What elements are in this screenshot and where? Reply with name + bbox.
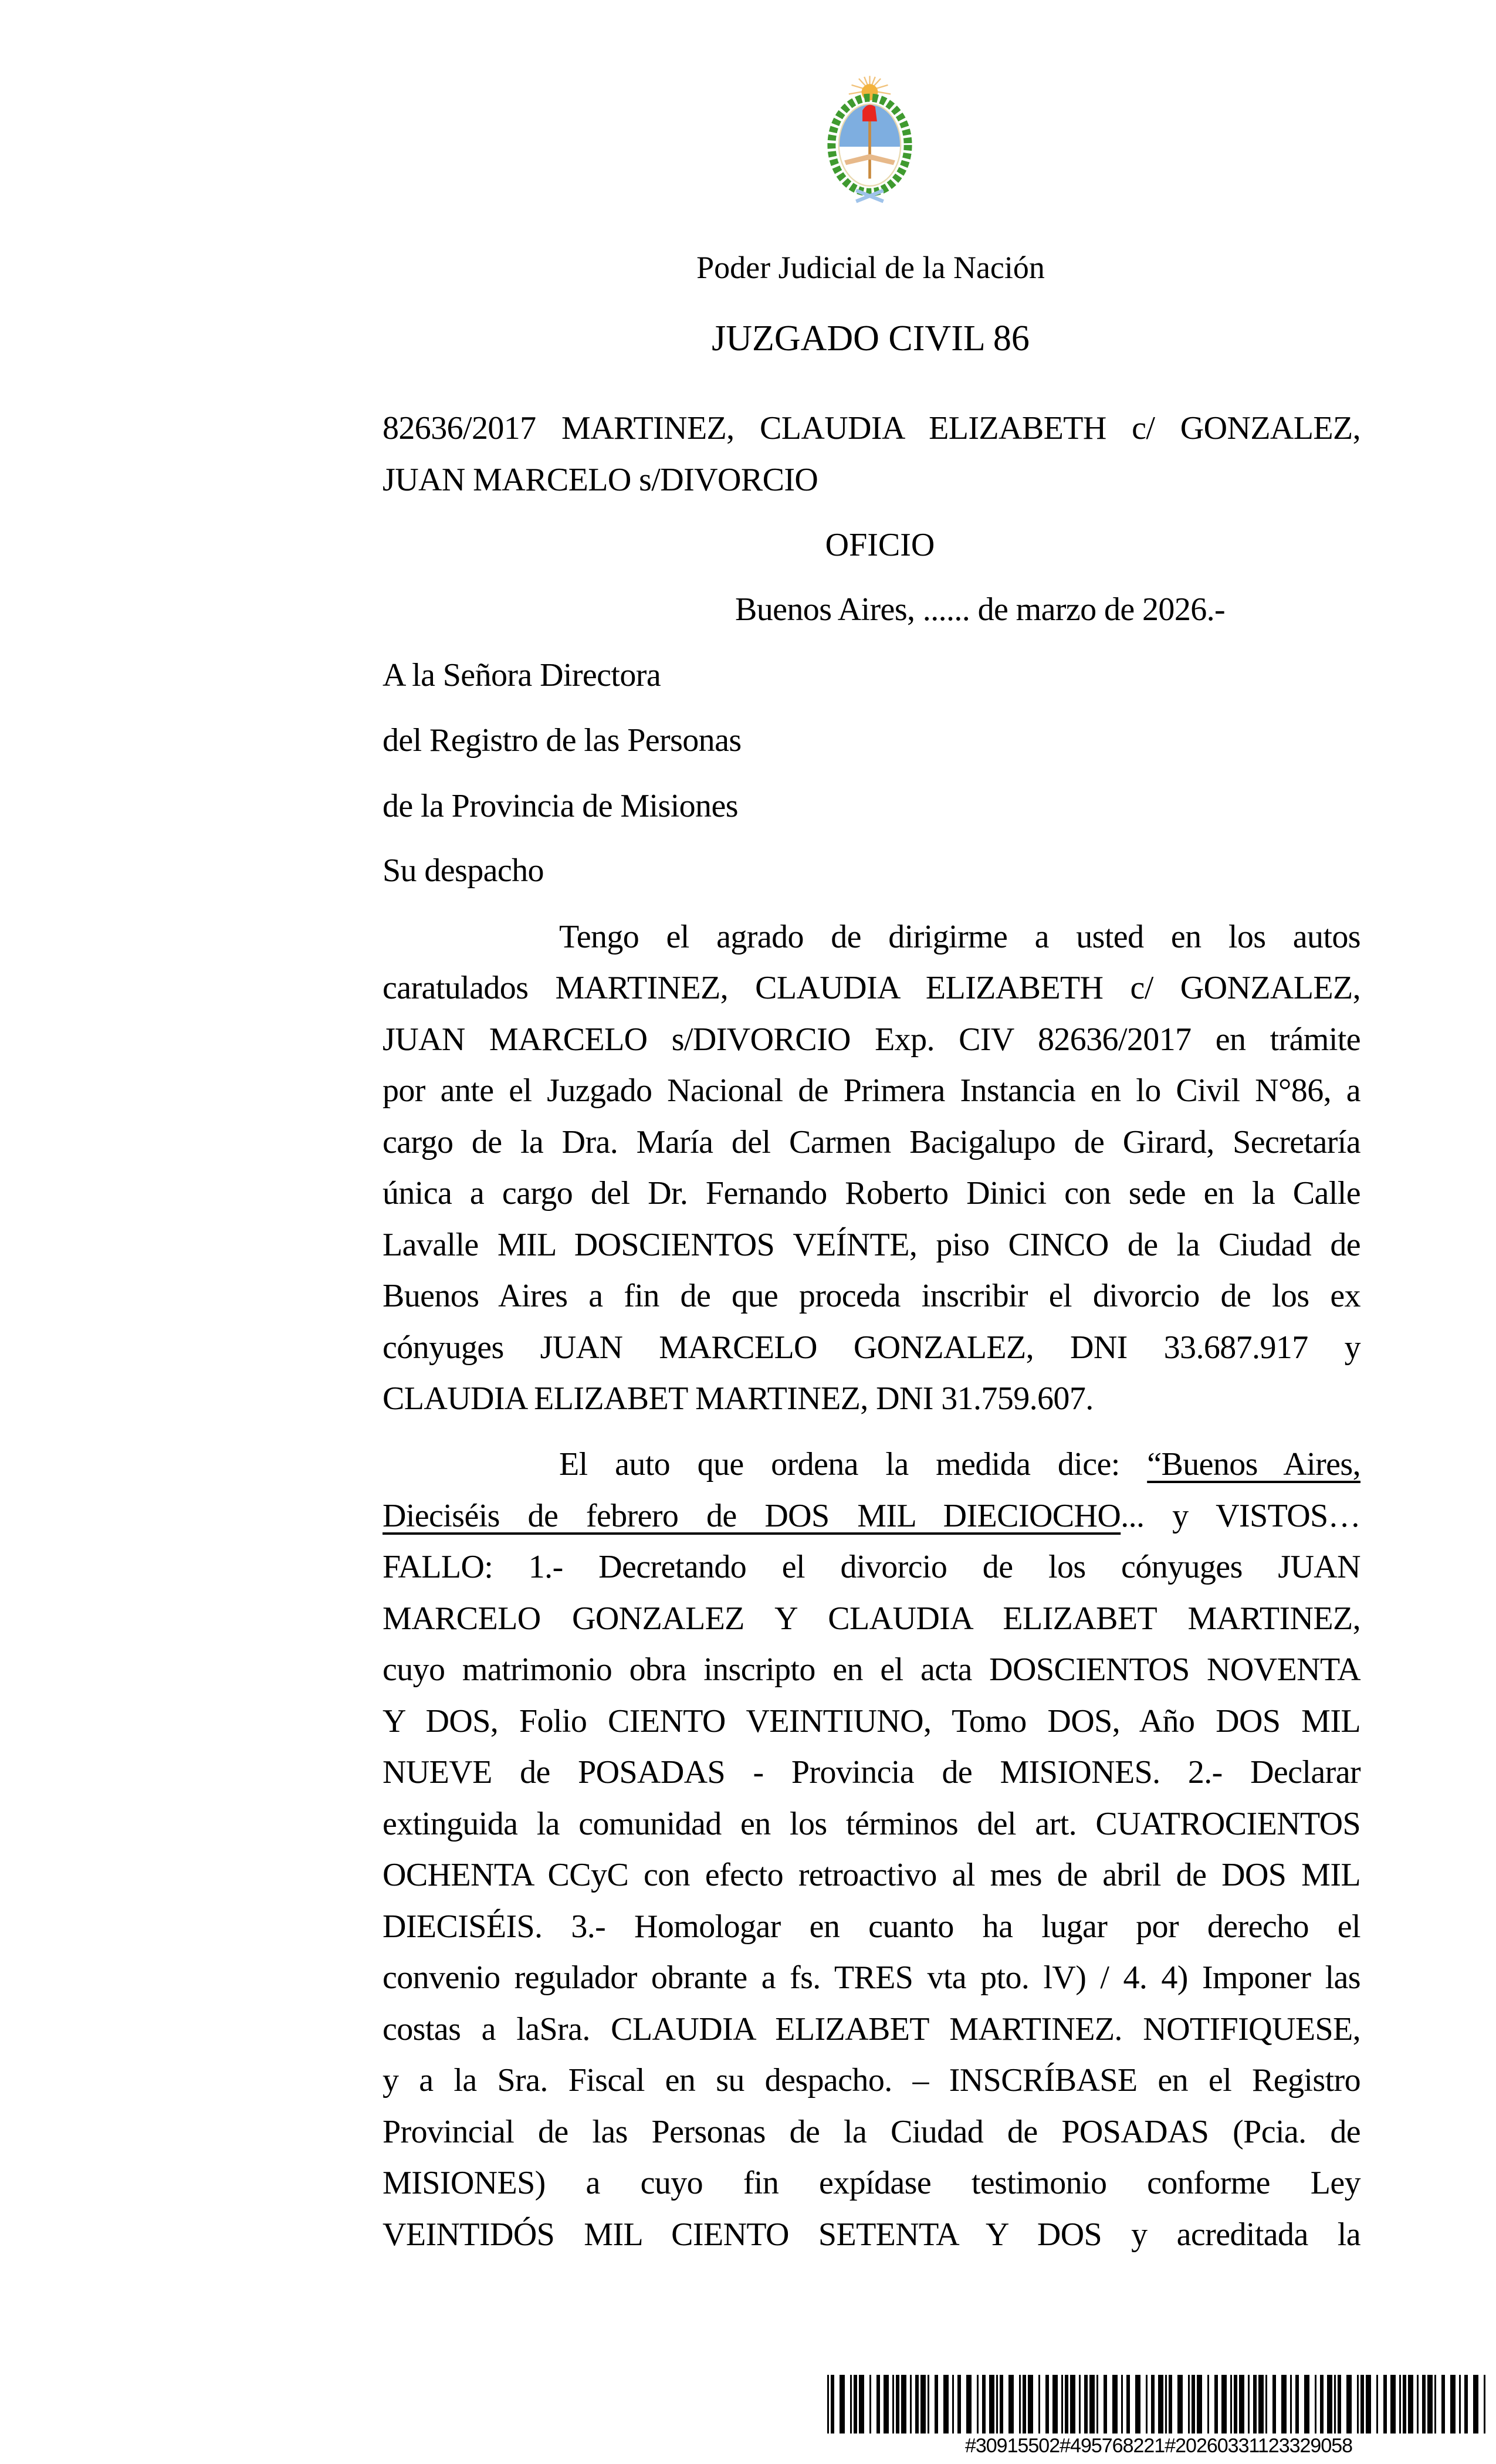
barcode-bar [850, 2375, 852, 2433]
body-line: extinguida la comunidad en los términos del art. CUATROCIENTOS [383, 1806, 1360, 1842]
barcode-bar [1197, 2375, 1202, 2433]
barcode-bar [1079, 2375, 1081, 2433]
institution-name: Poder Judicial de la Nación [696, 250, 1045, 285]
barcode-bar [1459, 2375, 1461, 2433]
barcode-bar [982, 2375, 986, 2433]
barcode-bar [884, 2375, 889, 2433]
body-line: por ante el Juzgado Nacional de Primera Instancia en lo Civil N°86, a [383, 1072, 1360, 1109]
barcode-bar [1169, 2375, 1172, 2433]
body-line: MISIONES) a cuyo fin expídase testimonio conforme Ley [383, 2165, 1360, 2201]
addressee-line: del Registro de las Personas [383, 722, 742, 759]
barcode-bar [892, 2375, 894, 2433]
barcode-bar [840, 2375, 845, 2433]
barcode-bar [1383, 2375, 1387, 2433]
barcode-bar [996, 2375, 998, 2433]
body-line: caratulados MARTINEZ, CLAUDIA ELIZABETH c/ GONZALEZ, [383, 970, 1360, 1006]
body-line [559, 1439, 1360, 1490]
barcode-bar [1320, 2375, 1324, 2433]
barcode-bar [1104, 2375, 1107, 2433]
barcode-bar [1165, 2375, 1167, 2433]
barcode [827, 2375, 1490, 2433]
barcode-bar [1327, 2375, 1332, 2433]
barcode-bar [1427, 2375, 1433, 2433]
barcode-bar [1000, 2375, 1003, 2433]
barcode-bar [920, 2375, 926, 2433]
body-line: NUEVE de POSADAS - Provincia de MISIONES. 2.- Declarar [383, 1754, 1360, 1791]
body-line: Provincial de las Personas de la Ciudad de POSADAS (Pcia. de [383, 2114, 1360, 2150]
barcode-text: #30915502#495768221#20260331123329058 [964, 2435, 1353, 2457]
barcode-bar [1408, 2375, 1413, 2433]
body-line: Tengo el agrado de dirigirme a usted en los autos [559, 919, 1360, 955]
barcode-bar [957, 2375, 961, 2433]
body-line: JUAN MARCELO s/DIVORCIO Exp. CIV 82636/2017 en trámite [383, 1021, 1360, 1058]
barcode-bar [910, 2375, 912, 2433]
barcode-bar [1192, 2375, 1195, 2433]
barcode-bar [1484, 2375, 1485, 2433]
body-line: FALLO: 1.- Decretando el divorcio de los cónyuges JUAN [383, 1549, 1360, 1585]
barcode-bar [1239, 2375, 1244, 2433]
barcode-bar [1304, 2375, 1309, 2433]
barcode-bar [1096, 2375, 1098, 2433]
barcode-bar [854, 2375, 857, 2433]
barcode-bar [1357, 2375, 1359, 2433]
argentina-coat-of-arms-icon [824, 73, 915, 211]
body-line: cónyuges JUAN MARCELO GONZALEZ, DNI 33.687.917 y [383, 1329, 1360, 1366]
barcode-bar [1084, 2375, 1088, 2433]
barcode-bar [896, 2375, 899, 2433]
barcode-bar [1272, 2375, 1276, 2433]
barcode-bar [952, 2375, 954, 2433]
barcode-bar [876, 2375, 880, 2433]
barcode-bar [1121, 2375, 1123, 2433]
barcode-bar [1023, 2375, 1026, 2433]
barcode-bar [1177, 2375, 1183, 2433]
addressee-line: Su despacho [383, 852, 544, 889]
body-line: costas a laSra. CLAUDIA ELIZABET MARTINEZ. NOTIFIQUESE, [383, 2011, 1360, 2047]
barcode-bar [928, 2375, 929, 2433]
barcode-bar [1366, 2375, 1371, 2433]
body-line: convenio regulador obrante a fs. TRES vta pto. lV) / 4. 4) Imponer las [383, 1959, 1360, 1996]
barcode-bar [1390, 2375, 1396, 2433]
barcode-bar [1441, 2375, 1445, 2433]
case-caption-line-1: 82636/2017 MARTINEZ, CLAUDIA ELIZABETH c/ GONZALEZ, [383, 410, 1360, 446]
barcode-bar [1265, 2375, 1267, 2433]
barcode-bar [1038, 2375, 1040, 2433]
addressee-line: de la Provincia de Misiones [383, 788, 738, 824]
barcode-bar [943, 2375, 949, 2433]
barcode-bar [1281, 2375, 1287, 2433]
barcode-bar [1151, 2375, 1155, 2433]
barcode-bar [827, 2375, 829, 2433]
body-line: cuyo matrimonio obra inscripto en el acta DOSCIENTOS NOVENTA [383, 1651, 1360, 1688]
body-text: ... y VISTOS… [1121, 1498, 1360, 1534]
barcode-bar [1253, 2375, 1257, 2433]
barcode-bar [1234, 2375, 1237, 2433]
barcode-bar [1315, 2375, 1316, 2433]
barcode-bar [1188, 2375, 1190, 2433]
barcode-bar [1334, 2375, 1336, 2433]
addressee-line: A la Señora Directora [383, 657, 661, 693]
quoted-date-underlined: Dieciséis de febrero de DOS MIL DIECIOCHO [383, 1498, 1121, 1534]
barcode-bar [1258, 2375, 1264, 2433]
barcode-bar [1403, 2375, 1406, 2433]
body-line: CLAUDIA ELIZABET MARTINEZ, DNI 31.759.607. [383, 1380, 1094, 1417]
barcode-bar [1221, 2375, 1227, 2433]
barcode-bar [1360, 2375, 1364, 2433]
barcode-bar [1008, 2375, 1014, 2433]
body-line: única a cargo del Dr. Fernando Roberto Dinici con sede en la Calle [383, 1175, 1360, 1211]
barcode-bar [977, 2375, 979, 2433]
body-line [383, 1490, 1360, 1542]
barcode-bar [1450, 2375, 1456, 2433]
barcode-bar [966, 2375, 972, 2433]
barcode-bar [935, 2375, 938, 2433]
barcode-bar [1158, 2375, 1163, 2433]
barcode-bar [1295, 2375, 1299, 2433]
barcode-bar [915, 2375, 919, 2433]
body-line: y a la Sra. Fiscal en su despacho. – INSCRÍBASE en el Registro [383, 2062, 1360, 2099]
barcode-bar [1422, 2375, 1426, 2433]
barcode-bar [859, 2375, 864, 2433]
barcode-bar [1112, 2375, 1118, 2433]
barcode-bar [1399, 2375, 1401, 2433]
body-line: cargo de la Dra. María del Carmen Bacigalupo de Girard, Secretaría [383, 1124, 1360, 1160]
court-name: JUZGADO CIVIL 86 [712, 319, 1030, 358]
barcode-bar [1089, 2375, 1095, 2433]
barcode-bar [989, 2375, 994, 2433]
barcode-bar [1376, 2375, 1378, 2433]
body-line: OCHENTA CCyC con efecto retroactivo al mes de abril de DOS MIL [383, 1857, 1360, 1893]
barcode-bar [1417, 2375, 1419, 2433]
document-type: OFICIO [825, 527, 935, 563]
barcode-bar [1061, 2375, 1063, 2433]
barcode-bar [1248, 2375, 1250, 2433]
barcode-bar [1146, 2375, 1148, 2433]
body-line: MARCELO GONZALEZ Y CLAUDIA ELIZABET MARTINEZ, [383, 1600, 1360, 1637]
barcode-bar [1434, 2375, 1436, 2433]
barcode-bar [1135, 2375, 1140, 2433]
barcode-bar [1207, 2375, 1209, 2433]
barcode-bar [1126, 2375, 1130, 2433]
body-line: VEINTIDÓS MIL CIENTO SETENTA Y DOS y acreditada la [383, 2216, 1360, 2253]
body-line: Lavalle MIL DOSCIENTOS VEÍNTE, piso CINCO de la Ciudad de [383, 1227, 1360, 1263]
quoted-date-underlined: “Buenos Aires, [1147, 1446, 1360, 1483]
barcode-bar [1464, 2375, 1468, 2433]
barcode-bar [1346, 2375, 1352, 2433]
case-caption-line-2: JUAN MARCELO s/DIVORCIO [383, 462, 818, 498]
barcode-bar [1214, 2375, 1218, 2433]
body-text: El auto que ordena la medida dice: [559, 1446, 1148, 1483]
body-line: Buenos Aires a fin de que proceda inscribir el divorcio de los ex [383, 1278, 1360, 1314]
barcode-bar [831, 2375, 834, 2433]
barcode-bar [1028, 2375, 1033, 2433]
barcode-bar [869, 2375, 871, 2433]
barcode-bar [1290, 2375, 1292, 2433]
body-line: Y DOS, Folio CIENTO VEINTIUNO, Tomo DOS, Año DOS MIL [383, 1703, 1360, 1739]
barcode-bar [901, 2375, 906, 2433]
barcode-bar [1019, 2375, 1021, 2433]
barcode-bar [1338, 2375, 1341, 2433]
barcode-bar [1065, 2375, 1068, 2433]
barcode-bar [1230, 2375, 1232, 2433]
barcode-bar [1070, 2375, 1075, 2433]
body-line: DIECISÉIS. 3.- Homologar en cuanto ha lugar por derecho el [383, 1908, 1360, 1945]
barcode-bar [1045, 2375, 1049, 2433]
document-date: Buenos Aires, ...... de marzo de 2026.- [735, 591, 1226, 628]
barcode-bar [1052, 2375, 1058, 2433]
barcode-bar [1473, 2375, 1478, 2433]
